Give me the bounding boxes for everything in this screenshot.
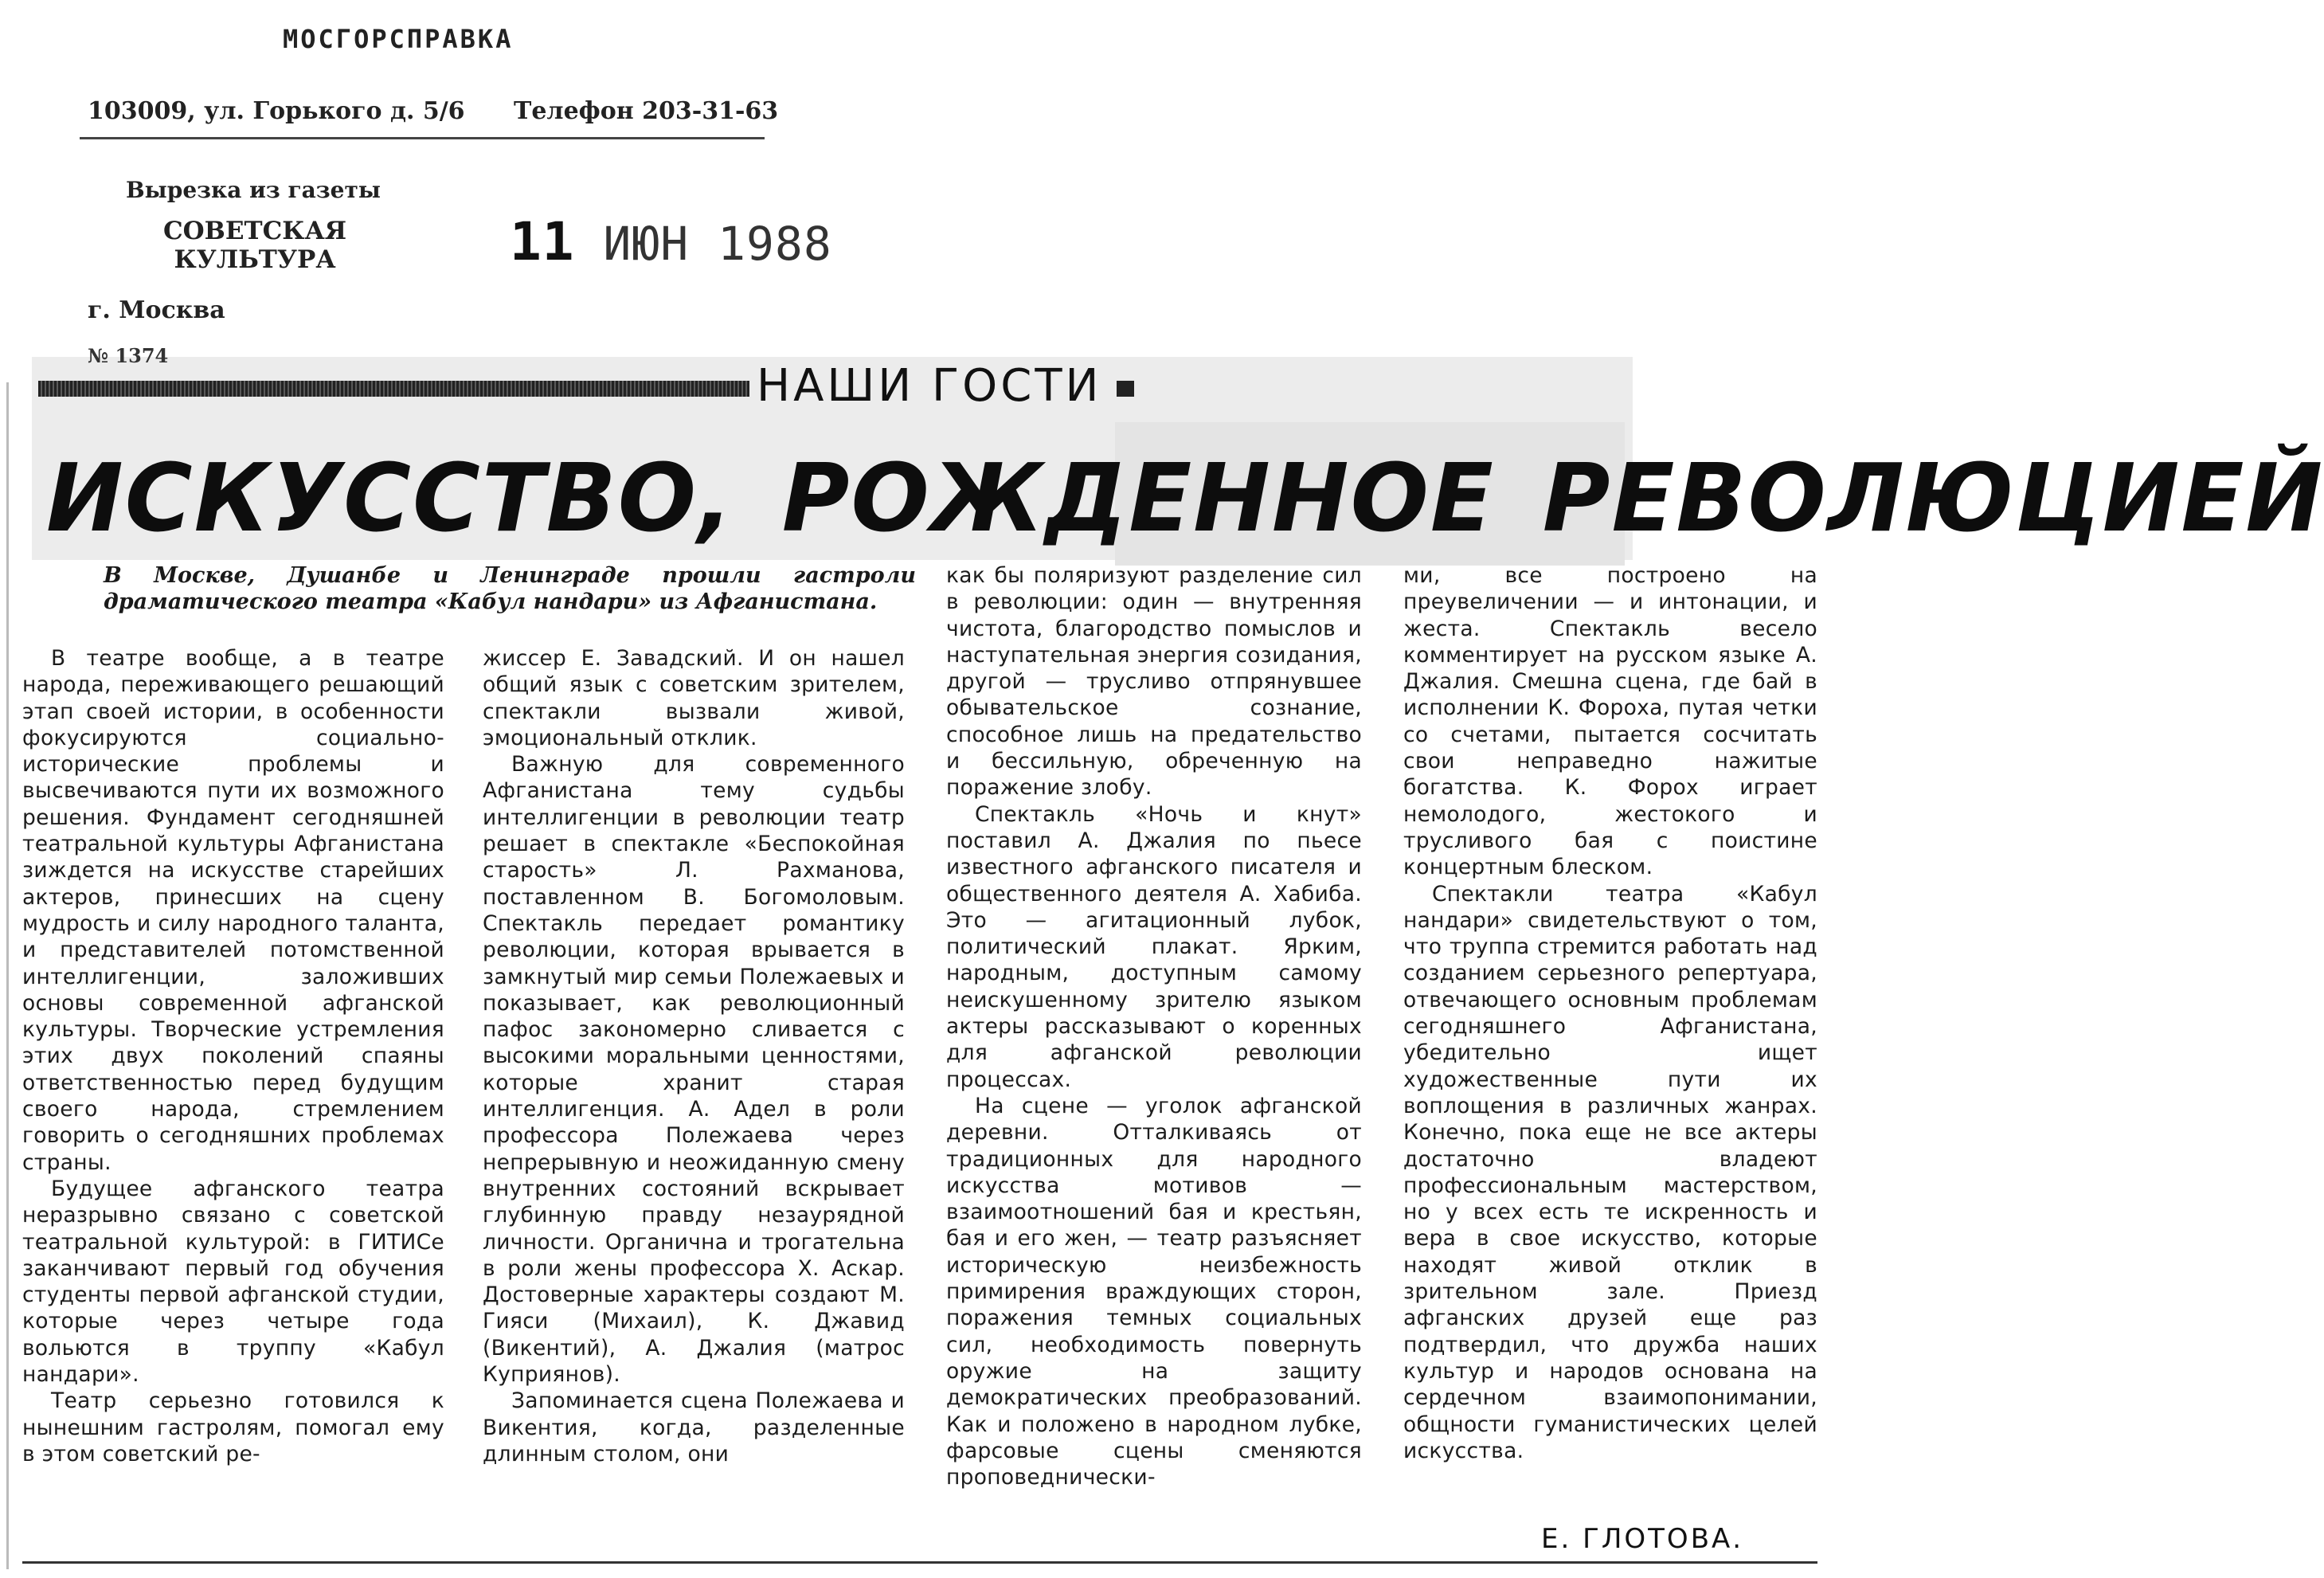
article-column-4: [1403, 562, 1817, 1464]
article-paragraph: Будущее афганского театра неразрывно связано с советской театральной культурой: в ГИТИСе заканчивают первый год обучения студенты первой афганской студии, которые через четыре года вольются в труппу «Кабул нандари».: [22, 1176, 444, 1388]
stamp-agency: МОСГОРСПРАВКА: [283, 24, 514, 54]
stamp-divider: [80, 137, 765, 139]
stamp-newspaper-line2: КУЛЬТУРА: [174, 245, 336, 274]
stamp-clip-label: Вырезка из газеты: [126, 177, 381, 203]
stamp-number: № 1374: [88, 344, 169, 367]
clipping-stamp: [0, 0, 1410, 382]
article-lead: В Москве, Душанбе и Ленинграде прошли гастроли драматического театра «Кабул нандари» из Афганистана.: [104, 563, 916, 614]
rubric: НАШИ ГОСТИ: [757, 360, 1102, 412]
article-paragraph: В театре вообще, а в театре народа, переживающего решающий этап своей истории, в особенности фокусируются социально-исторические проблемы и высвечиваются пути их возможного решения. Фундамент сегодняшней театральной культуры Афганистана зиждется на искусстве старейших актеров, принесших на сцену мудрость и силу народного таланта, и представителей потомственной интеллигенции, заложивших основы современной афганской культуры. Творческие устремления этих двух поколений спаяны ответственностью перед будущим своего народа, стремлением говорить о сегодняшних проблемах страны.: [22, 646, 444, 1175]
article-headline: ИСКУССТВО, РОЖДЕННОЕ РЕВОЛЮЦИЕЙ: [46, 443, 2324, 553]
article-paragraph: ми, все построено на преувеличении — и интонации, и жеста. Спектакль весело комментирует на русском языке А. Джалия. Смешна сцена, где бай в исполнении К. Фороха, путая четки со счетами, пытается сосчитать свои неправедно нажитые богатства. К. Форох играет немолодого, жестокого и трусливого бая с поистине концертным блеском.: [1403, 563, 1817, 880]
article-paragraph: Театр серьезно готовился к нынешним гастролям, помогал ему в этом советский ре-: [22, 1388, 444, 1466]
rubric-rule-end: [1117, 381, 1134, 397]
stamp-phone: Телефон 203-31-63: [514, 97, 779, 125]
article-paragraph: Спектакль «Ночь и кнут» поставил А. Джалия по пьесе известного афганского писателя и общественного деятеля А. Хабиба. Это — агитационный лубок, политический плакат. Ярким, народным, доступным самому неискушенному зрителю языком актеры рассказывают о коренных для афганской революции процессах.: [946, 801, 1362, 1092]
clipping-edge: [6, 382, 9, 1569]
article-paragraph: Запоминается сцена Полежаева и Викентия, когда, разделенные длинным столом, они: [483, 1388, 905, 1466]
article-column-3: [946, 562, 1362, 1490]
stamp-newspaper-line1: СОВЕТСКАЯ: [163, 217, 347, 245]
article-paragraph: Спектакли театра «Кабул нандари» свидетельствуют о том, что труппа стремится работать над созданием серьезного репертуара, отвечающего основным проблемам сегодняшнего Афганистана, убедительно ищет художественные пути их воплощения в различных жанрах. Конечно, пока еще не все актеры достаточно владеют профессиональным мастерством, но у всех есть те искренность и вера в свое искусство, которые находят живой отклик в зрительном зале. Приезд афганских друзей еще раз подтвердил, что дружба наших культур и народов основана на сердечном взаимопонимании, общности гуманистических целей искусства.: [1403, 881, 1817, 1463]
stamp-address: 103009, ул. Горького д. 5/6: [88, 97, 465, 125]
rubric-rule: [38, 381, 749, 397]
stamp-date-rest: ИЮН 1988: [603, 217, 832, 271]
stamp-date-day: 11: [510, 211, 575, 272]
article-author: Е. ГЛОТОВА.: [1541, 1523, 1744, 1555]
stamp-newspaper-name: [163, 217, 346, 274]
stamp-date: [510, 211, 832, 272]
article-column-1: [22, 645, 444, 1467]
article-paragraph: На сцене — уголок афганской деревни. Отталкиваясь от традиционных для народного искусства мотивов — взаимоотношений бая и крестьян, бая и его жен, — театр разъясняет историческую неизбежность примирения враждующих сторон, поражения темных социальных сил, необходимость повернуть оружие на защиту демократических преобразований. Как и положено в народном лубке, фарсовые сцены сменяются проповеднически-: [946, 1093, 1362, 1490]
stamp-city: г. Москва: [88, 296, 225, 324]
article-column-2: [483, 645, 905, 1467]
article-paragraph: как бы поляризуют разделение сил в революции: один — внутренняя чистота, благородство помыслов и наступательная энергия созидания, другой — трусливо отпрянувшее обывательское сознание, способное лишь на предательство и бессильную, обреченную на поражение злобу.: [946, 563, 1362, 801]
article-paragraph: Важную для современного Афганистана тему судьбы интеллигенции в революции театр решает в спектакле «Беспокойная старость» Л. Рахманова, поставленном В. Богомоловым. Спектакль передает романтику революции, которая врывается в замкнутый мир семьи Полежаевых и показывает, как революционный пафос закономерно сливается с высокими моральными ценностями, которые хранит старая интеллигенция. А. Адел в роли профессора Полежаева через непрерывную и неожиданную смену внутренних состояний вскрывает глубинную правду незаурядной личности. Органична и трогательна в роли жены профессора Х. Аскар. Достоверные характеры создают М. Гияси (Михаил), К. Джавид (Викентий), А. Джалия (матрос Куприянов).: [483, 752, 905, 1388]
article-paragraph: жиссер Е. Завадский. И он нашел общий язык с советским зрителем, спектакли вызвали живой, эмоциональный отклик.: [483, 646, 905, 750]
bottom-rule: [22, 1561, 1817, 1564]
